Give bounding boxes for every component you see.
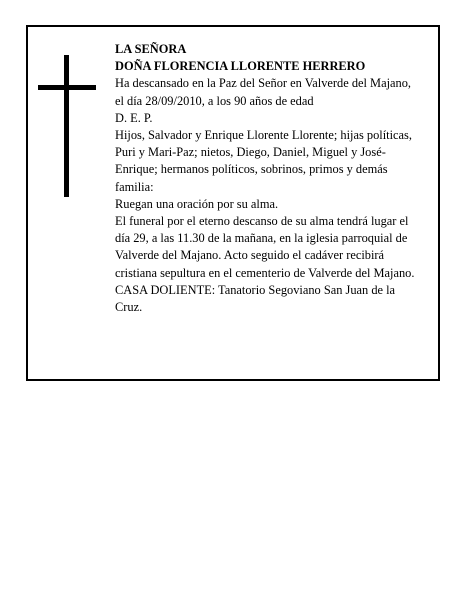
rip-line: D. E. P. <box>115 110 153 125</box>
cross-vertical-bar <box>64 55 69 197</box>
funeral-details: El funeral por el eterno descanso de su alma tendrá lugar el día 29, a las 11.30 de la mañana, en la iglesia parroquial de Valverde del Majano. Acto seguido el cadáver recibirá cristiana sepultura en el cementerio de Valverde del Majano. <box>115 214 415 280</box>
cross-horizontal-bar <box>38 85 96 90</box>
prayer-request: Ruegan una oración por su alma. <box>115 196 279 211</box>
mourning-house: CASA DOLIENTE: Tanatorio Segoviano San Juan de la Cruz. <box>115 282 399 315</box>
obituary-notice <box>26 25 440 381</box>
obituary-text <box>115 41 421 316</box>
deceased-name: DOÑA FLORENCIA LLORENTE HERRERO <box>115 59 366 74</box>
notice-heading: LA SEÑORA <box>115 42 187 56</box>
death-announcement: Ha descansado en la Paz del Señor en Valverde del Majano, el día 28/09/2010, a los 90 años de edad <box>115 76 415 108</box>
family-list: Hijos, Salvador y Enrique Llorente Llorente; hijas políticas, Puri y Mari-Paz; nietos, Diego, Daniel, Miguel y José-Enrique; hermanos políticos, sobrinos, primos y demás familia: <box>115 128 416 194</box>
cross-icon <box>38 55 96 197</box>
